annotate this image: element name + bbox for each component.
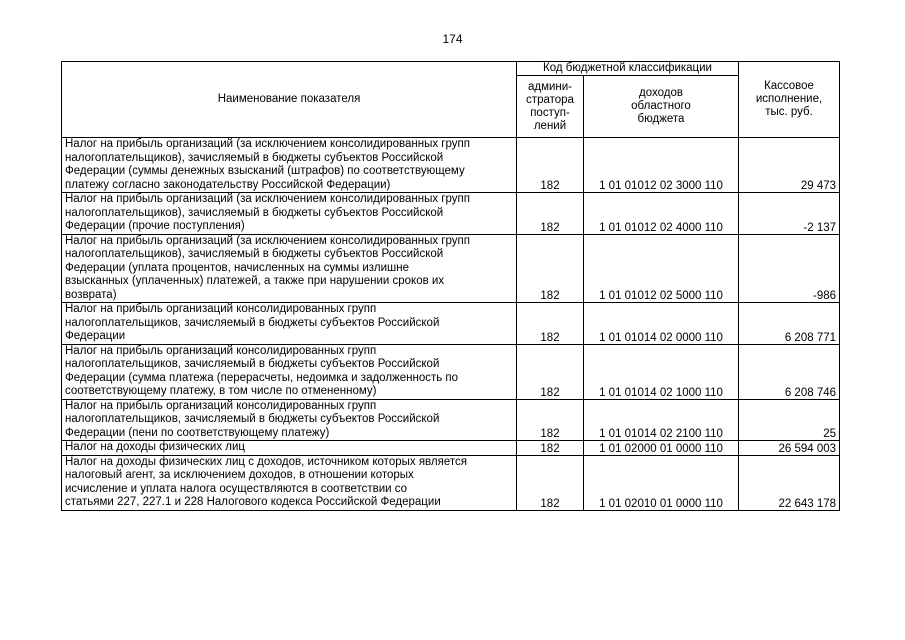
row-name-line: налогоплательщиков), зачисляемый в бюджеты субъектов Российской: [65, 151, 444, 164]
row-amount: 26 594 003: [739, 441, 840, 456]
row-admin-code: 182: [517, 344, 584, 399]
table-row: [62, 441, 840, 456]
row-income-code: 1 01 01014 02 1000 110: [584, 344, 739, 399]
row-admin-code: 182: [517, 303, 584, 345]
page-number: 174: [442, 32, 463, 46]
row-name-line: Налог на прибыль организаций (за исключением консолидированных групп: [65, 234, 470, 247]
row-amount: 25: [739, 399, 840, 441]
row-income-code: 1 01 01014 02 0000 110: [584, 303, 739, 345]
row-name: [62, 399, 517, 441]
row-name-line: платежу согласно законодательству Российской Федерации): [65, 178, 391, 191]
header-admin: админи- стратора поступ- лений: [517, 76, 584, 138]
row-name: [62, 138, 517, 193]
row-name-line: статьями 227, 227.1 и 228 Налогового кодекса Российской Федерации: [65, 496, 441, 508]
row-name: [62, 303, 517, 345]
row-name-line: Налог на прибыль организаций консолидированных групп: [65, 399, 377, 412]
row-name-line: Федерации (суммы денежных взысканий (штрафов) по соответствующему: [65, 165, 465, 177]
table-row: [62, 138, 840, 193]
row-income-code: 1 01 01012 02 3000 110: [584, 138, 739, 193]
row-name-line: налогоплательщиков, зачисляемый в бюджеты субъектов Российской: [65, 413, 440, 425]
table-row: [62, 455, 840, 510]
row-name-line: Федерации: [65, 330, 126, 342]
row-name-line: налогоплательщиков), зачисляемый в бюджеты субъектов Российской: [65, 248, 444, 260]
row-admin-code: 182: [517, 455, 584, 510]
row-admin-code: 182: [517, 138, 584, 193]
row-name: [62, 344, 517, 399]
header-name: Наименование показателя: [62, 62, 517, 138]
row-name-line: Федерации (уплата процентов, начисленных на суммы излишне: [65, 261, 409, 274]
row-admin-code: 182: [517, 399, 584, 441]
row-name-line: Федерации (пени по соответствующему платежу): [65, 426, 330, 439]
table-row: [62, 193, 840, 235]
row-name-line: Налог на доходы физических лиц: [65, 441, 246, 453]
row-name-line: взысканных (уплаченных) платежей, а также при нарушении сроков их: [65, 275, 445, 287]
row-name-line: Налог на прибыль организаций консолидированных групп: [65, 303, 377, 315]
table-body: [62, 138, 840, 511]
row-amount: -2 137: [739, 193, 840, 235]
row-name-line: Налог на прибыль организаций консолидированных групп: [65, 344, 377, 357]
row-admin-code: 182: [517, 193, 584, 235]
row-admin-code: 182: [517, 441, 584, 456]
row-income-code: 1 01 01014 02 2100 110: [584, 399, 739, 441]
row-name-line: Федерации (сумма платежа (перерасчеты, недоимка и задолженность по: [65, 371, 459, 384]
header-amount: Кассовое исполнение, тыс. руб.: [739, 62, 840, 138]
row-admin-code: 182: [517, 234, 584, 303]
table-row: [62, 399, 840, 441]
budget-table: [61, 61, 840, 511]
table-row: [62, 344, 840, 399]
row-name-line: налогоплательщиков, зачисляемый в бюджеты субъектов Российской: [65, 358, 440, 370]
row-name-line: Налог на доходы физических лиц с доходов, источником которых является: [65, 455, 467, 468]
row-name-line: Налог на прибыль организаций (за исключением консолидированных групп: [65, 138, 470, 150]
row-name-line: Налог на прибыль организаций (за исключением консолидированных групп: [65, 193, 470, 205]
row-amount: 22 643 178: [739, 455, 840, 510]
row-name-line: возврата): [65, 288, 117, 301]
header-code-group: Код бюджетной классификации: [517, 62, 739, 76]
row-name-line: соответствующему платежу, в том числе по отмененному): [65, 385, 377, 397]
row-name-line: исчисление и уплата налога осуществляются в соответствии со: [65, 482, 408, 495]
row-income-code: 1 01 02010 01 0000 110: [584, 455, 739, 510]
row-name: [62, 234, 517, 303]
row-name-line: налоговый агент, за исключением доходов, в отношении которых: [65, 469, 414, 481]
row-name: [62, 441, 517, 456]
table-row: [62, 234, 840, 303]
row-name: [62, 193, 517, 235]
table-row: [62, 303, 840, 345]
header-income: доходов областного бюджета: [584, 76, 739, 138]
row-name-line: налогоплательщиков, зачисляемый в бюджеты субъектов Российской: [65, 316, 440, 329]
row-income-code: 1 01 02000 01 0000 110: [584, 441, 739, 456]
row-name: [62, 455, 517, 510]
row-income-code: 1 01 01012 02 5000 110: [584, 234, 739, 303]
row-amount: -986: [739, 234, 840, 303]
row-name-line: Федерации (прочие поступления): [65, 220, 245, 232]
row-name-line: налогоплательщиков), зачисляемый в бюджеты субъектов Российской: [65, 206, 444, 219]
row-income-code: 1 01 01012 02 4000 110: [584, 193, 739, 235]
row-amount: 29 473: [739, 138, 840, 193]
row-amount: 6 208 771: [739, 303, 840, 345]
row-amount: 6 208 746: [739, 344, 840, 399]
